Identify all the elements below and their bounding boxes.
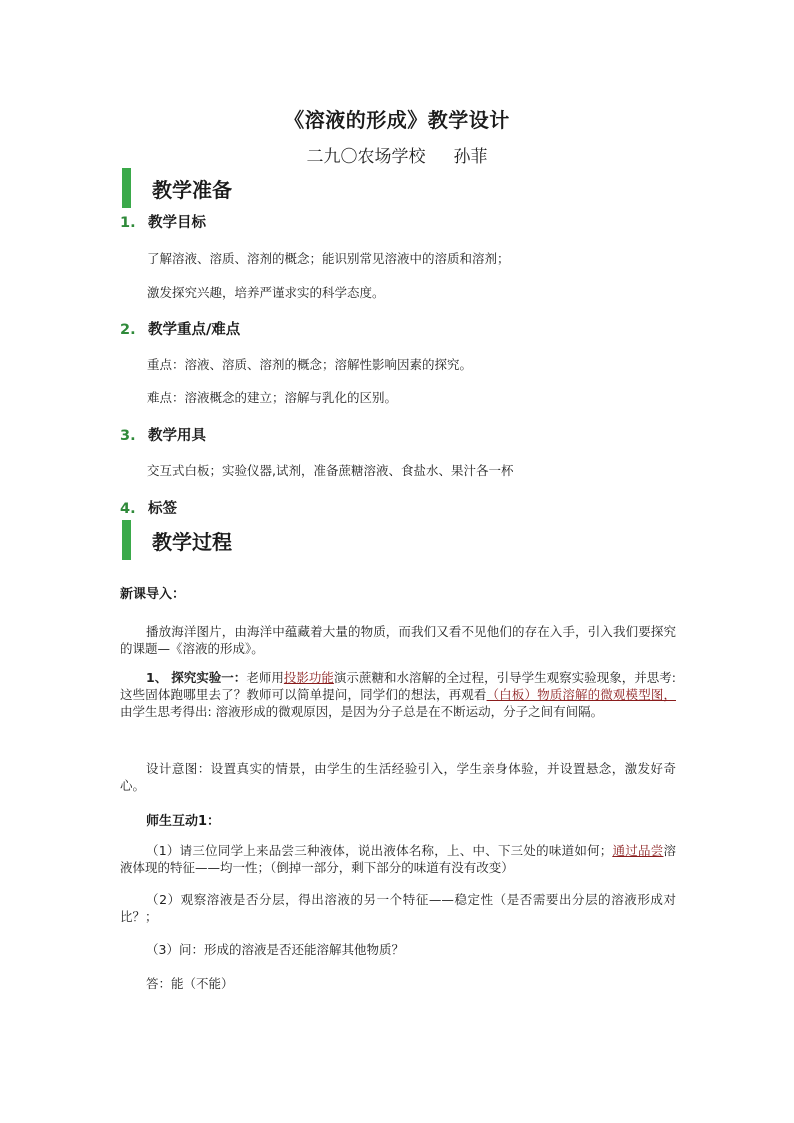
section-accent-bar [122, 520, 131, 560]
section-accent-bar [122, 168, 131, 208]
experiment-text-2: 演示蔗糖和水溶解的全过程，引导学生观察实验现象，并思考:这些固体跑哪里去了？教师可以简单提问，同学们的想法，再观看 [120, 670, 676, 702]
document-subtitle [0, 142, 794, 167]
answer-paragraph: 答：能（不能） [146, 976, 234, 991]
interaction-label: 师生互动1： [146, 814, 221, 829]
experiment-text-3: 由学生思考得出: 溶液形成的微观原因，是因为分子总是在不断运动，分子之间有间隔。 [120, 704, 604, 719]
subheading-tools [120, 424, 206, 445]
question-3-paragraph: （3）问：形成的溶液是否还能溶解其他物质？ [146, 942, 404, 957]
intro-paragraph: 播放海洋图片，由海洋中蕴藏着大量的物质，而我们又看不见他们的存在入手，引入我们要探究的课题—《溶液的形成》。 [120, 624, 676, 656]
item-label: 教学重点/难点 [148, 322, 241, 338]
author-name: 孙菲 [453, 147, 488, 167]
question-1-text-2: 溶液体现的特征——均一性；（倒掉一部分，剩下部分的味道有没有改变） [120, 843, 676, 875]
question-2-paragraph: （2）观察溶液是否分层，得出溶液的另一个特征——稳定性（是否需要出分层的溶液形成对比？； [120, 892, 676, 924]
question-1-text-1: （1）请三位同学上来品尝三种液体，说出液体名称，上、中、下三处的味道如何； [146, 843, 613, 858]
subheading-objectives [120, 211, 206, 232]
section-title: 教学过程 [152, 530, 232, 554]
document-title: 《溶液的形成》教学设计 [284, 108, 510, 132]
experiment-paragraph [120, 669, 676, 720]
item-number: 1. [120, 215, 136, 231]
experiment-text-1: 老师用 [246, 670, 284, 685]
design-intent-paragraph: 设计意图：设置真实的情景，由学生的生活经验引入，学生亲身体验，并设置悬念，激发好奇心。 [120, 761, 676, 793]
item-number: 4. [120, 501, 136, 517]
intro-label: 新课导入： [120, 587, 186, 602]
revision-mark: 投影功能 [283, 670, 334, 685]
item-label: 教学用具 [148, 428, 206, 444]
body-line: 重点：溶液、溶质、溶剂的概念；溶解性影响因素的探究。 [147, 357, 473, 372]
section-title: 教学准备 [152, 178, 232, 202]
subheading-tags [120, 497, 177, 518]
item-number: 3. [120, 428, 136, 444]
subheading-key-points [120, 318, 240, 339]
item-label: 标签 [148, 501, 177, 517]
experiment-label: 探究实验一： [171, 670, 247, 685]
experiment-number: 1、 [146, 670, 168, 685]
revision-mark: （白板）物质溶解的微观模型图， [486, 687, 676, 702]
item-number: 2. [120, 322, 136, 338]
body-line: 激发探究兴趣，培养严谨求实的科学态度。 [147, 285, 385, 300]
revision-mark: 通过品尝 [612, 843, 664, 858]
body-line: 交互式白板；实验仪器,试剂，准备蔗糖溶液、食盐水、果汁各一杯 [147, 463, 514, 478]
question-1-paragraph [120, 842, 676, 876]
item-label: 教学目标 [148, 215, 206, 231]
body-line: 难点：溶液概念的建立；溶解与乳化的区别。 [147, 390, 398, 405]
body-line: 了解溶液、溶质、溶剂的概念；能识别常见溶液中的溶质和溶剂； [147, 251, 510, 266]
school-name: 二九〇农场学校 [306, 147, 426, 167]
